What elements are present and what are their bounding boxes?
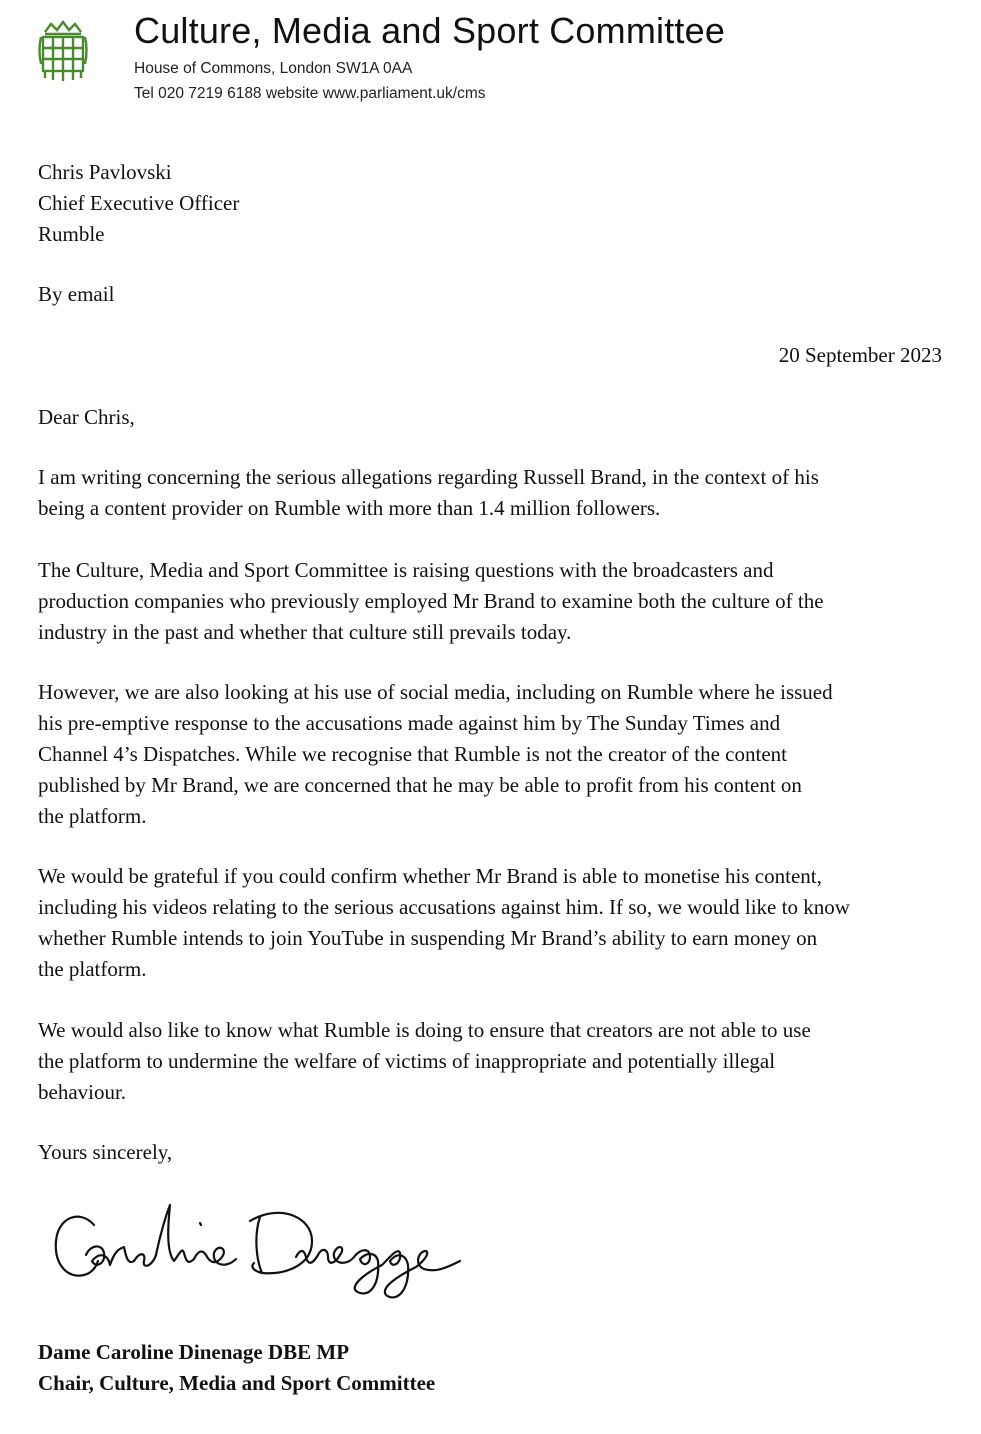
closing: Yours sincerely, — [38, 1140, 173, 1164]
signature-image — [50, 1195, 470, 1305]
recipient-name: Chris Pavlovski — [38, 160, 172, 184]
signatory-role: Chair, Culture, Media and Sport Committee — [38, 1371, 436, 1395]
paragraph-line: I am writing concerning the serious allegations regarding Russell Brand, in the context of his — [38, 465, 819, 489]
signatory-name: Dame Caroline Dinenage DBE MP — [38, 1340, 350, 1364]
paragraph-line: production companies who previously employed Mr Brand to examine both the culture of the — [38, 589, 824, 613]
paragraph-line: We would be grateful if you could confirm whether Mr Brand is able to monetise his content, — [38, 864, 822, 888]
portcullis-icon — [37, 20, 89, 84]
paragraph-4 — [38, 861, 942, 985]
paragraph-line: being a content provider on Rumble with more than 1.4 million followers. — [38, 496, 661, 520]
recipient-title: Chief Executive Officer — [38, 191, 240, 215]
paragraph-line: the platform. — [38, 957, 147, 981]
recipient-organisation: Rumble — [38, 222, 105, 246]
salutation: Dear Chris, — [38, 405, 135, 429]
paragraph-1 — [38, 462, 942, 524]
delivery-method: By email — [38, 282, 115, 306]
paragraph-line: industry in the past and whether that culture still prevails today. — [38, 620, 572, 644]
paragraph-line: behaviour. — [38, 1080, 127, 1104]
paragraph-5 — [38, 1015, 942, 1108]
committee-contact: Tel 020 7219 6188 website www.parliament.uk/cms — [134, 85, 486, 102]
paragraph-line: Channel 4’s Dispatches. While we recognise that Rumble is not the creator of the content — [38, 742, 787, 766]
paragraph-line: the platform. — [38, 804, 147, 828]
paragraph-line: We would also like to know what Rumble is doing to ensure that creators are not able to use — [38, 1018, 811, 1042]
paragraph-3 — [38, 677, 942, 832]
paragraph-line: including his videos relating to the serious accusations against him. If so, we would like to know — [38, 895, 850, 919]
letterhead — [0, 0, 981, 120]
paragraph-line: whether Rumble intends to join YouTube in suspending Mr Brand’s ability to earn money on — [38, 926, 818, 950]
paragraph-2 — [38, 555, 942, 648]
letter-date: 20 September 2023 — [778, 343, 942, 367]
paragraph-line: published by Mr Brand, we are concerned that he may be able to profit from his content on — [38, 773, 802, 797]
paragraph-line: However, we are also looking at his use of social media, including on Rumble where he issued — [38, 680, 833, 704]
committee-name: Culture, Media and Sport Committee — [134, 10, 726, 51]
paragraph-line: the platform to undermine the welfare of victims of inappropriate and potentially illegal — [38, 1049, 776, 1073]
committee-address: House of Commons, London SW1A 0AA — [134, 60, 413, 77]
paragraph-line: his pre-emptive response to the accusations made against him by The Sunday Times and — [38, 711, 781, 735]
recipient-block — [38, 157, 942, 250]
paragraph-line: The Culture, Media and Sport Committee is raising questions with the broadcasters and — [38, 558, 774, 582]
